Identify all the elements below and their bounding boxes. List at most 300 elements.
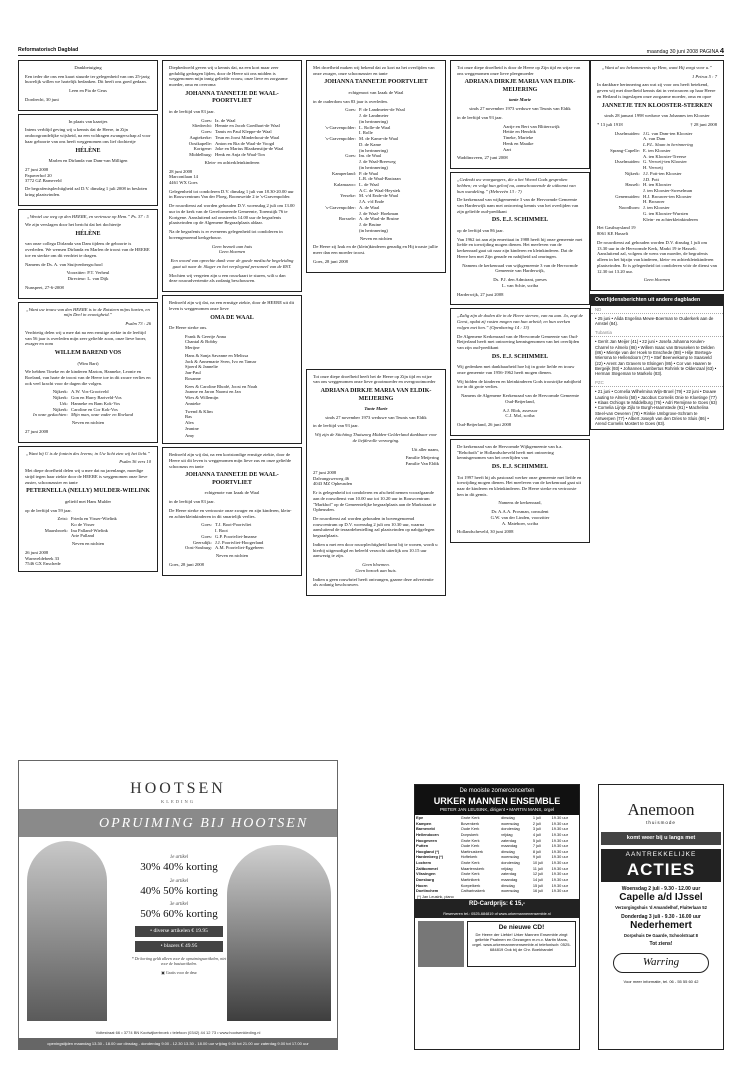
concert-cell: 3 juli [532, 826, 541, 832]
johanna3-text: Met droefheid maken wij bekend dat zo kort na het overlijden van onze zwager, onze schoonzuster en tante [313, 65, 435, 76]
johanna1-age: in de leeftijd van 83 jaar. [169, 108, 215, 114]
list-item: Wies & Willemijn [185, 395, 219, 401]
johanna1-name: JOHANNA TANNETJE DE WAAL-POORTVLIET [185, 90, 279, 105]
concert-cell: Lochem [416, 860, 431, 866]
notice-johanna-2 [162, 447, 302, 575]
offer-discount: 40% 50% korting [140, 884, 218, 897]
concert-cell: 14 juli [532, 877, 543, 883]
helene-sign: Voorzitter: P.T. Verheul Directeur: L. van Dijk [66, 270, 110, 282]
concert-cell: Hoorn [416, 882, 428, 888]
notice-schimmel-3 [450, 439, 590, 543]
row-place: Nijkerk: [52, 395, 68, 401]
adriana-text5: Indien u geen rouwbrief heeft ontvangen, gaarne deze advertentie als zodanig beschouwen. [313, 576, 434, 588]
schimmel2-quote: „Zalig zijn de doden die in de Heere sterven, van nu aan. Ja, zegt de Geest, opdat zij rusten mogen van hun arbeid; en hun werken volgen met hen.” (Openbaring 14 : 13) [457, 313, 584, 330]
jannetje-text: In dankbare herinnering aan wat zij voor ons heeft betekend, geven wij met droefheid kennis dat in vertrouwen op haar Heere en Heiland is ingeslapen onze zorgzame moeder, oma en opoe [597, 82, 716, 99]
concert-cell: Kampen [416, 820, 432, 826]
concert-cell: 19.30 uur [551, 843, 569, 849]
schimmel1-sign: Ds. P.J. den Admirant, preses L. van Schie, scriba [493, 277, 547, 288]
list-item: Jeanine [185, 425, 199, 431]
family-row [313, 107, 439, 124]
notice-schimmel-2 [450, 308, 590, 436]
johanna1-text: Diepbedroefd geven wij u kennis dat, na een kort maar zeer geduldig gedragen lijden, door de Heere uit ons midden is weggenomen mijn innig geliefde vrouw, onze lieve en zorgzame moeder, oma en overoma [169, 65, 288, 88]
concert-cell: Epe [416, 814, 424, 820]
parking-info [129, 970, 229, 975]
jannetje-wish: Geen bloemen [643, 277, 671, 283]
concert-cell: dinsdag [501, 882, 515, 888]
row-place: Genemuiden: [615, 193, 640, 199]
adriana-since: sinds 27 november 1973 weduwe van Teunis van Eldik [325, 414, 427, 420]
willem-family [25, 389, 151, 418]
willem-quote: „Want uw trouw van den HEERE is in de Rotsteen mijns harten, en mijn Deel in eeuwigheid.” [26, 306, 150, 318]
adriana-fam2: Familie Van Eldik [405, 461, 439, 467]
column-2 [162, 60, 302, 579]
parking-icon: ▣ [161, 969, 165, 975]
row-names: Ina Palland-Wielink Arie Palland [71, 527, 108, 539]
adriana2-age: in de leeftijd van 93 jaar. [457, 114, 503, 120]
row-names: P. de Waal L.R. de Waal-Bastraan [359, 170, 401, 182]
concert-cell: Maartenskerk [460, 865, 485, 871]
concert-cell: Hoogland (*) [416, 848, 440, 854]
row-place: IJsselmuiden: [614, 130, 640, 136]
family-row [313, 182, 439, 193]
urker-reserve: Reserveren tel.: 0525-684819 of www.urkermannenensemble.nl [415, 911, 579, 918]
row-place: Nijkerk: [52, 389, 68, 395]
concert-cell: 10 juli [532, 860, 543, 866]
birth-date: 27 juni 2008 [25, 166, 49, 172]
oma-name: OMA DE WAAL [210, 314, 254, 321]
row-place: IJsselmuiden: [614, 159, 640, 165]
family-row [313, 136, 439, 153]
concert-cell: Doetinchem [416, 888, 439, 894]
row-names: A. de Waal-de Bruine J. de Bruine (in herinnering) [359, 216, 399, 233]
concert-cell: Hardenberg (*) [416, 854, 444, 860]
adriana-zip: 4043 MZ Opheusden [313, 481, 353, 487]
birth-parents: Marlen en Dirlanda van Dam-van Milligen [48, 158, 128, 164]
concert-schedule [415, 815, 579, 894]
concert-cell: 19.30 uur [551, 837, 569, 843]
column-5 [590, 60, 724, 430]
johanna2-age: in de leeftijd van 83 jaar. [169, 499, 215, 505]
schimmel1-quote: „Gedenkt uw voorgangers, die u het Woord Gods gesproken hebben; en volgt hun geloof na, aanschouwende de uitkomst van hun wandeling.” (Hebreeën 13 : 7) [457, 177, 576, 194]
concert-cell: 19.30 uur [551, 877, 569, 883]
birth-text: Intens verblijd geving wij u kennis dat de Heere, in Zijn ondoorgrondelijke wijsheid, na een voldragen zwangerschap al voor haar geboorte van ons heeft weggenomen ons lief dochtertje [25, 127, 151, 144]
anemoon-info: Voor meer informatie, tel. 06 - 55 55 60 42 [623, 979, 699, 985]
schimmel3-text2: Tot 1997 heeft hij als pastoraal werker onze gemeente met liefde en toewijding mogen dienen. Het meeleven van de kerkenraad gaat uit naar de kinderen en kleinkinderen. De Heere sterke en vertrooste hen in dit gemis. [457, 474, 582, 497]
concert-cell: 8 juli [532, 848, 541, 854]
willem-text: Verdrietig delen wij u mee dat na een ernstige ziekte in de leeftijd van 56 jaar is overleden mijn zeer geliefde zoon, onze lieve broer, zwager en oom [25, 329, 147, 347]
row-names: L. de Waal A.C. de Waal-Heystek [359, 181, 401, 193]
schimmel3-name: DS. E.J. SCHIMMEL [491, 464, 549, 471]
row-place: Goes: [345, 153, 356, 159]
urker-title: URKER MANNEN ENSEMBLE [433, 795, 561, 806]
concert-cell: Hoogeveen [416, 837, 437, 843]
offer-discount: 30% 40% korting [140, 860, 218, 873]
jannetje-text2: De rouwdienst zal gehouden worden D.V. dinsdag 1 juli om 13.30 uur in de Hervormde Kerk, Markt 19 te Hasselt. Aansluitend zal, volgens de wens van moeder, de begrafenis alleen in het bijzijn van kinderen, klein- en achterkleinkinderen plaatsvinden. Er is gelegenheid tot condoleren vóór de dienst van 12.30 tot 13.20 uur. [597, 239, 717, 274]
obituary-overview [590, 294, 724, 430]
concert-cell: woensdag [501, 820, 519, 826]
event-venue: Verzorgingshuis 'd Amandelhof, Fluiterlaan 52 [615, 904, 707, 910]
concert-cell: 15 juli [532, 882, 543, 888]
row-names: Klein- en achterkleinkinderen [643, 216, 698, 222]
birth-zip: 3772 GZ Barneveld [25, 178, 62, 184]
adriana2-names: Aartje en Bert van Blitterswijk Hettie en Hendrik Tineke, Marieke Henk en Maaike Aart [503, 123, 560, 152]
adriana-fam1: Familie Meijering [405, 455, 439, 461]
concert-cell: 19.30 uur [551, 814, 569, 820]
family-row [597, 194, 717, 205]
willem-name: WILLEM BAREND VOS [54, 350, 122, 357]
adriana-street: Dalvangsweweg 46 [313, 475, 350, 481]
schimmel3-org: Namens de kerkenraad, [498, 500, 542, 506]
jannetje-name: JANNETJE TEN KLOOSTER-STERKEN [601, 102, 713, 109]
concert-cell: 19.30 uur [551, 882, 569, 888]
notice-willem [18, 302, 158, 443]
concert-cell: zaterdag [501, 837, 517, 843]
adriana2-place: Waddinxveen, 27 juni 2008 [457, 155, 508, 161]
family-row [597, 217, 717, 223]
row-place: Goes: [201, 129, 212, 135]
schimmel3-sign: Dr. A.A.A. Prosman, consulent G.W. van der Linden, voorzitter A. Mateboer, scriba [490, 509, 550, 526]
johanna1-kids: Klein- en achterkleinkinderen [204, 159, 260, 165]
concert-cell: 4 juli [532, 831, 541, 837]
list-item: Merijne [185, 345, 200, 351]
row-place: Kalamazoo: [333, 181, 356, 187]
concert-cell: dinsdag [501, 848, 515, 854]
row-names: Mijn man, onze vader en Roeland [71, 412, 134, 418]
concert-cell: Catharinakerk [460, 888, 485, 894]
row-place: Maarsbroek: [44, 527, 68, 533]
list-item: Annieke [185, 400, 201, 406]
family-row [313, 205, 439, 216]
list-item: Hans & Sanja Savanne en Melissa [185, 352, 249, 358]
helene-text2: van onze collega Dirlanda van Dam tijdens de geboorte is overleden. We wensen Dirlanda en Marlen de troost van de HEERE toe en sterkte om dit verdriet te dragen. [25, 241, 150, 258]
family-row [313, 171, 439, 182]
family-row [597, 131, 717, 142]
concert-cell: vrijdag [501, 831, 513, 837]
birth-heading: In plaats van kaartjes [68, 118, 108, 124]
row-names: J.J. Pott-ten Klooster J.D. Pott [643, 170, 682, 182]
johanna2-text2: De Heere sterke en vertrooste onze zwager en zijn kinderen, klein- en achterkleinkinderen in dit smartelijk verlies. [169, 507, 292, 519]
helene-place: Nunspeet, 27-6-2008 [25, 284, 64, 290]
jannetje-ref: 1 Petrus 5 : 7 [691, 73, 717, 79]
offer-label: 3e artikel [169, 902, 189, 908]
row-names: Iz. de Waal [215, 117, 236, 123]
concert-cell: Grote Kerk [460, 871, 480, 877]
column-3 [306, 60, 446, 599]
johanna3-neven: Neven en nichten [359, 235, 393, 241]
willem-date: 27 juni 2008 [25, 428, 49, 434]
row-names: E. ten Klooster A. ten Klooster-Treerse [643, 147, 687, 159]
thanks-names: Leen en Pia de Geus [69, 88, 107, 94]
concert-cell: Oude Kerk [460, 826, 480, 832]
schimmel2-text3: Wij bidden de kinderen en kleinkinderen Gods troostrijke nabijheid toe in dit grote verlies. [457, 378, 582, 390]
concert-cell: 19.30 uur [551, 860, 569, 866]
johanna1-street: Marconilaan 14 [169, 174, 198, 180]
hootsen-offers [129, 851, 229, 975]
family-row [169, 522, 295, 533]
row-place: Middelburg: [189, 152, 212, 158]
row-names: Frieda en Visser-Wielink Ko de Visser [71, 516, 117, 527]
family-row [169, 545, 295, 551]
row-names: Hanneke en Bam Kok-Vos [71, 400, 121, 406]
family-row [313, 153, 439, 170]
notice-peternella [18, 446, 158, 573]
concert-cell: Grote Kerk [460, 837, 480, 843]
ad-anemoon[interactable] [598, 784, 724, 1050]
family-row [313, 193, 439, 204]
event-date: Woensdag 2 juli - 9.30 - 12.00 uur [621, 886, 701, 893]
johanna3-sub: echtgenoot van Izaak de Waal [348, 89, 404, 95]
row-names: H.J. Brouwer-ten Klooster H. Brouwer [643, 193, 692, 205]
overview-title: Overlijdensberichten uit andere dagbladen [591, 295, 723, 306]
column-4 [450, 60, 590, 546]
column-1 [18, 60, 158, 575]
adriana-family: Uit aller naam, [411, 446, 439, 452]
concert-cell: dinsdag [501, 814, 515, 820]
row-names: Gon en Harry Bartveld-Vos [71, 395, 122, 401]
willem-neven: Neven en nichten [71, 420, 105, 426]
willem-ref: Psalm 73 : 26 [125, 321, 151, 327]
notice-schimmel-1 [450, 172, 590, 305]
row-names: T.J. Boot-Poortvliet I. Boot [215, 522, 252, 534]
johanna1-wish: Geen bezoek aan huis Geen bloemen [211, 243, 253, 255]
list-item: Jan-Paul [185, 370, 201, 376]
concert-cell: 1 juli [532, 814, 541, 820]
schimmel1-text2: Van 1962 tot aan zijn emeritaat in 1988 heeft hij onze gemeente met liefde en toewijding mogen dienen. Het meeleven van de kerkenraad gaat uit naar zijn kinderen en kleinkinderen. Dat de Heere hen met Zijn genade en nabijheid zal omringen. [457, 236, 583, 259]
concert-cell: 2 juli [532, 820, 541, 826]
family-row [169, 152, 295, 158]
list-item: Sjoerd & Jannelie [185, 364, 218, 370]
concert-cell: Vlissingen [416, 871, 436, 877]
concert-cell: Hellendoorn [416, 831, 439, 837]
anemoon-intro: komt weer bij u langs met [601, 832, 721, 845]
list-item: Twend & Klim [185, 408, 213, 414]
adriana-name: ADRIANA DIRKJE MARIA VAN ELDIK-MEIJERING [320, 388, 432, 402]
offer-tag: • blazers € 49.95 [135, 941, 223, 952]
birth-note: De begrafenisplechtigheid zal D.V. dinsdag 1 juli 2008 in besloten kring plaatsvinden. [25, 186, 148, 197]
adriana-text3: De rouwdienst zal worden gehouden in bovengenoemd rouwcentrum op D.V. woensdag 2 juli om 10.30 uur, waarna aansluitend de teraardebestelling zal plaatsvinden op nabijgelegen begraafplaats. [313, 516, 435, 539]
row-place: Sprang-Capelle: [610, 147, 640, 153]
adriana2-since: sinds 27 november 1973 weduwe van Teunis van Eldik [469, 106, 571, 112]
anemoon-logo: Anemoon [627, 800, 695, 819]
hootsen-hours: openingstijden maandag 13.30 - 18.00 uur dinsdag - donderdag 9.00 - 12.30 13.30 - 18.00 uur vrijdag 9.00 tot 21.00 uur zaterdag 9.00 tot 17.00 uur [19, 1038, 337, 1049]
list-item: Alex [185, 420, 194, 426]
row-names: Anton en Ria de Waal-de Voogd [215, 140, 275, 146]
oma-sub: De Heere sterke ons. [169, 325, 208, 330]
notice-thanks [18, 60, 158, 111]
peternella-ref: Psalm 36 vers 10 [119, 459, 151, 465]
helene-org: Namens de Ds. A. van Stuijvenbergschool [25, 261, 103, 267]
family-row [313, 216, 439, 233]
schimmel3-place: Hollandscheveld, 30 juni 2008 [457, 529, 514, 535]
notice-birth [18, 114, 158, 206]
row-place: Nijkerk: [52, 406, 68, 412]
cd-heading: De nieuwe CD! [498, 923, 545, 931]
row-place: Urk: [59, 400, 68, 406]
hootsen-logo-sub: KLEDING [161, 799, 195, 804]
model-photo-right [227, 845, 331, 1021]
row-place: Kamperland: [332, 170, 356, 176]
jannetje-dates [597, 122, 717, 128]
event-venue: Dorpshuis De Gaarde, Schoolstraat 8 [623, 932, 698, 938]
concert-cell: woensdag [501, 854, 519, 860]
schimmel1-age: op de leeftijd van 86 jaar. [457, 227, 504, 233]
notice-adriana [306, 369, 446, 597]
schimmel1-name: DS. E.J. SCHIMMEL [491, 217, 549, 224]
row-names: G.P. Poortvliet-Imanse [215, 533, 257, 539]
adriana-alias: Tante Marie [364, 406, 388, 411]
row-names: H. ten Klooster J. ten Klooster-Sweselman [643, 182, 693, 193]
death-date: † 28 juni 2008 [690, 121, 717, 127]
list-item: Jack & Annemarie Sven, Ivo en Tamar [185, 358, 257, 364]
johanna1-text2: Gelegenheid tot condoleren D.V. dinsdag 1 juli van 18.30-20.00 uur in Rouwcentrum Van der Ploeg, Boomweide 2 te 's-Gravenpolder. [169, 188, 294, 200]
row-place: Oost-Souburg: [185, 545, 212, 551]
list-item: Bas [185, 414, 192, 420]
row-place: 's-Gravenpolder: [325, 204, 356, 210]
adriana-wish: Geen bloemen. Geen bezoek aan huis. [355, 562, 397, 573]
event-place: Capelle a/d IJssel [619, 892, 703, 904]
concert-cell: 7 juli [532, 843, 541, 849]
birth-street: Papaverhof 20 [25, 172, 52, 178]
row-names: J. ten Klooster G. ten Klooster-Wursten [643, 205, 689, 216]
concert-cell: Putten [416, 843, 429, 849]
schimmel2-org: Namens de Algemene Kerkenraad van de Hervormde Gemeente Oud-Beijerland, [461, 393, 579, 404]
newspaper-name: Reformatorisch Dagblad [18, 47, 79, 53]
concert-cell: maandag [501, 843, 518, 849]
hootsen-logo: HOOTSEN [130, 780, 226, 797]
schimmel1-org: Namens de kerkenraad van wijkgemeente 3 van de Hervormde Gemeente van Harderwijk, [462, 262, 578, 274]
urker-note: (*) Jan Leusink, piano [417, 894, 454, 899]
born-date: * 13 juli 1918 [597, 121, 623, 127]
row-place: Yerseke: [340, 193, 356, 199]
johanna1-date: 28 juni 2008 [169, 168, 193, 174]
row-place: Zeist: [57, 516, 68, 522]
helene-quote: „Wentel uw weg op den HEERE, en vertrouw op Hem.” Ps. 37 : 5 [27, 213, 149, 219]
event-date: Donderdag 3 juli - 9.30 - 16.00 uur [621, 914, 701, 921]
peternella-street: Warnveldebeek 33 [25, 555, 60, 561]
johanna1-text5: Mochten wij vergeten zijn u een rouwkaart te sturen, wilt u dan deze rouwadvertentie als zodanig beschouwen. [169, 272, 286, 284]
concert-cell: Martinuskerk [460, 848, 483, 854]
row-place: Nijkerk: [624, 170, 640, 176]
concert-cell: Dorpskerk [460, 831, 479, 837]
list-item: Chantal & Bobby [185, 339, 218, 345]
birth-address [25, 167, 151, 184]
cd-info [467, 921, 576, 967]
concert-cell: 19.30 uur [551, 871, 569, 877]
row-place: 's-Gravenpolder: [325, 136, 356, 142]
family-row [25, 516, 151, 527]
adriana2-alias: tante Marie [508, 97, 532, 103]
peternella-quote: „Want bij U is de fontein des levens; in Uw licht zien wij het licht.” [26, 450, 150, 456]
schimmel3-text: De kerkenraad van de Hervormde Wijkgemeente van b.a. "Rehoboth" te Hollandscheveld heeft met ontroering kennisgenomen van het overlijden van [457, 443, 563, 461]
anemoon-bye: Tot ziens! [649, 941, 673, 948]
adriana-quote: Wij zijn de Stichting Thuiszorg Midden-Gelderland dankbaar voor de liefdevolle verzorging. [314, 432, 438, 443]
row-place [597, 217, 643, 223]
row-place: Hasselt: [625, 182, 640, 188]
parking-text: Gratis voor de deur [165, 969, 197, 975]
concert-cell: 9 juli [532, 854, 541, 860]
birth-name: HÉLÈNE [75, 147, 101, 154]
overview-section-label: PZC [591, 379, 723, 388]
page-number: 4 [719, 46, 724, 55]
row-place: Goes: [345, 107, 356, 113]
concert-cell: 19.30 uur [551, 865, 569, 871]
concert-cell: donderdag [501, 826, 520, 832]
concert-cell: 19.30 uur [551, 854, 569, 860]
concert-cell: 19.30 uur [551, 831, 569, 837]
concert-cell: 16 juli [532, 888, 543, 894]
row-names: A.M. Poortvliet-Eggebeen [215, 545, 264, 551]
row-names: L. Rolle-de Waal I. Rolle [359, 124, 391, 136]
row-names: P. de Landmeter-de Waal J. de Landmeter (in herinnering) [359, 107, 405, 124]
concert-cell: Grote Kerk [460, 860, 480, 866]
row-place: Goes: [201, 533, 212, 539]
row-place: In onze gedachten: [33, 412, 68, 418]
johanna3-name: JOHANNA TANNETJE POORTVLIET [324, 79, 428, 86]
anemoon-acties: ACTIES [601, 859, 721, 882]
willem-alias: (Wim Bart) [77, 360, 99, 366]
concert-cell: Koepelkerk [460, 882, 481, 888]
concert-cell: 19.30 uur [551, 888, 569, 894]
urker-price: RD-Cardprijs: € 15,- [415, 899, 579, 911]
johanna3-text2: De Heere zij Izak en de (klein)kinderen genadig en Hij troaste jullie meer dan een moeder troost. [313, 244, 438, 256]
row-names: Teun en Joost Minderhout-de Waal [215, 134, 280, 140]
row-names: A.W. Vos-Grootveld [71, 389, 109, 395]
schimmel2-place: Oud-Beijerland, 26 juni 2008 [457, 422, 512, 428]
notice-johanna-3 [306, 60, 446, 273]
willem-text2: We hebben Tineke en de kinderen Marion, Hanneke, Leonie en Roeland, van harte de troost van de Heere toe in dit zware verlies en ook veel kracht voor de dagen die volgen. [25, 369, 151, 386]
oma-text: Bedroefd zijn wij dat, na een ernstige ziekte, door de HEERE uit dit leven is weggenomen onze lieve [169, 300, 295, 311]
concert-cell: Bovenkerk [460, 820, 480, 826]
peternella-date: 26 juni 2008 [25, 549, 49, 555]
ad-hootsen[interactable] [18, 760, 338, 1050]
peternella-sub: geliefd met Hans Mulder [64, 498, 112, 504]
notice-johanna-1 [162, 60, 302, 292]
helene-text1: We zijn verslagen door het bericht dat het dochtertje [25, 222, 122, 228]
offer-label: 1e artikel [169, 855, 189, 860]
peternella-neven: Neven en nichten [71, 541, 105, 547]
concert-cell: 19.30 uur [551, 820, 569, 826]
concert-cell: Barneveld [416, 826, 435, 832]
overview-section-text: • 25 juni • Alida Engelina Mewe-Boerman te Ouderkerk aan de Amstel (84). [595, 316, 714, 327]
thanks-text: Een ieder die ons een kaart stuurde ter gelegenheid van ons 25-jarig huwelijk willen we hartelijk bedanken. Dit heeft ons goed gedaan. [25, 73, 150, 85]
offer-discount: 50% 60% korting [140, 908, 218, 921]
johanna2-name: JOHANNA TANNETJE DE WAAL-POORTVLIET [185, 472, 279, 486]
concert-cell: 19.30 uur [551, 848, 569, 854]
cd-text: De Heere der Liefde! Urker Mannen Ensemble zingt geliefde Psalmen en Gezangen m.m.v. Martin Mans, orgel. www.urkermannenensemble.nl telefonisch: 0525-684819 Ook bij de Chr. Boekhandel [472, 931, 571, 952]
concert-cell: 12 juli [532, 871, 543, 877]
overview-section-label: ND [591, 306, 723, 315]
schimmel2-sign: A.J. Blok, assessor C.J. Mol, scriba [502, 407, 538, 419]
family-row [597, 148, 717, 159]
helene-name: HÉLÈNE [75, 230, 101, 237]
row-names: L.P.L. Slaan in herinnering [643, 142, 693, 148]
overview-section-text: • Gerrit Jan Meijer (41) • 22 juni • Josefa Johanna Keulen-Charrel te Almelo (86) • Willem Isaac van Breuseken te Delden (86) • Mientje van der Hoek te Enschede (88) • Hilje Stertega-Wiersma te Hellendoorn (77) • Stef Beeneekamp te Saasveld (22) • Arent Jan Gravers te Elsingen (86) • Cor van Haaren te Bergeijk (93) • Johannes Lambertus Rohrink te Oldenzaal (63) • Herman Stegeman te Markelo (83). [595, 339, 717, 377]
row-place: Borssele: [338, 216, 356, 222]
page-date: maandag 30 juni 2008 [646, 49, 698, 55]
johanna1-text3: De rouwdienst zal worden gehouden D.V. woensdag 2 juli om 13.00 uur in de kerk van de Gereformeerde Gemeente, Torenstijk 76 te Kortgene. Aansluitend zal omstreeks 14.00 uur de begrafenis plaatsvinden op de Algemene Begraafplaats aldaar. [169, 203, 295, 226]
concert-cell: Martinikerk [460, 877, 480, 883]
schimmel2-text2: Wij gedenken met dankbaarheid hoe hij in grote liefde en trouw onze gemeente van 1956-1962 heeft mogen dienen. [457, 364, 575, 375]
row-place: Oostkapelle: [188, 140, 212, 146]
schimmel1-text: De kerkenraad van wijkgemeente 3 van de Hervormde Gemeente van Harderwijk nam met ontroering kennis van het overlijden van zijn geliefde oud-predikant [457, 197, 579, 214]
offer-condition: * De korting geldt alleen voor de opruimingsartikelen, niet voor de basisartikelen. [131, 955, 227, 966]
thanks-place: Dordrecht, 30 juni [25, 96, 59, 102]
concert-cell: Doesburg [416, 877, 435, 883]
jannetje-quote: „Want al uw bekommernis op Hem, want Hij zorgt voor u.” [602, 65, 712, 70]
ad-urker-mannen-ensemble[interactable] [414, 784, 580, 1050]
page-info [647, 46, 724, 56]
row-place: Aagtekerke: [189, 134, 212, 140]
